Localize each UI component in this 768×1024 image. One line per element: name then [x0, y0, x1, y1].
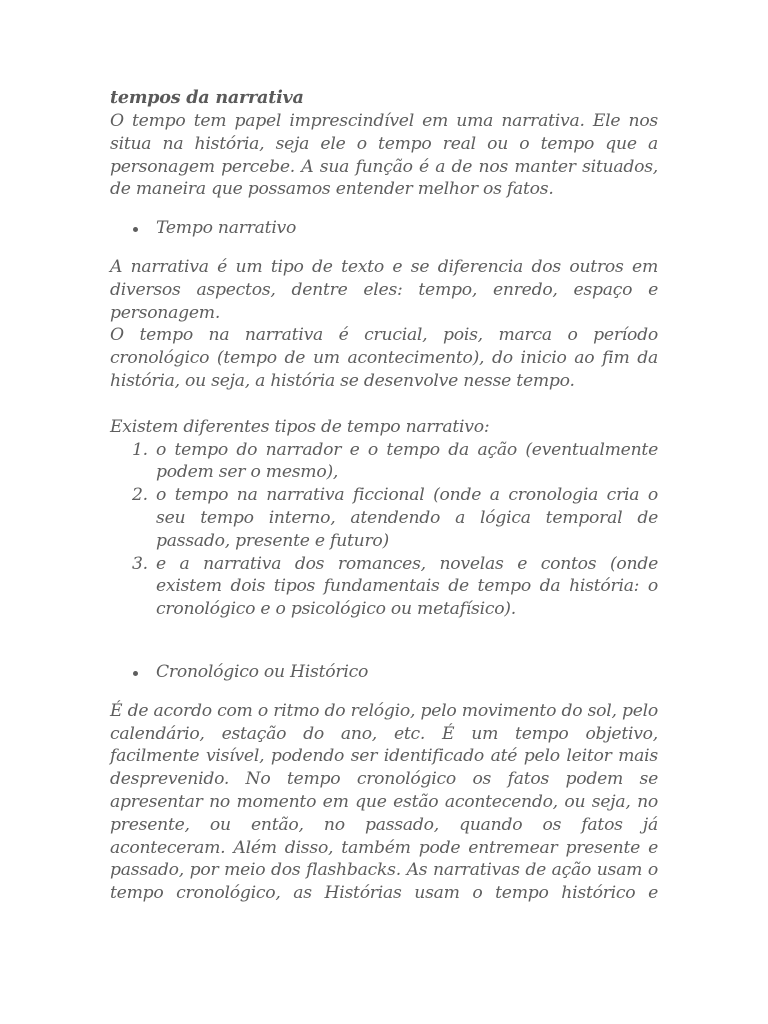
- paragraph-tipo-de-texto: A narrativa é um tipo de texto e se diferencia dos outros em diversos aspectos, dentre eles: tempo, enredo, espaço e personagem.: [110, 256, 658, 323]
- list-item-number: 2.: [132, 485, 148, 506]
- list-item: [110, 439, 658, 485]
- bullet-list-tempo-narrativo: [110, 217, 658, 240]
- list-item-number: 1.: [132, 439, 148, 460]
- list-item: [110, 553, 658, 621]
- list-item-text: o tempo do narrador e o tempo da ação (eventualmente podem ser o mesmo),: [156, 439, 658, 483]
- bullet-item-cronologico: Cronológico ou Histórico: [110, 661, 658, 684]
- document-page: [110, 86, 658, 905]
- document-title: tempos da narrativa: [110, 87, 304, 108]
- list-item-text: e a narrativa dos romances, novelas e contos (onde existem dois tipos fundamentais de tempo da história: o cronológico e o psicológico ou metafísico).: [156, 553, 658, 620]
- paragraph-cronologico: É de acordo com o ritmo do relógio, pelo movimento do sol, pelo calendário, estação do ano, etc. É um tempo objetivo, facilmente visível, podendo ser identificado até pelo leitor mais desprevenido. No tempo cronológico os fatos podem se apresentar no momento em que estão acontecendo, ou seja, no presente, ou então, no passado, quando os fatos já aconteceram. Além disso, também pode entremear presente e passado, por meio dos flashbacks. As narrativas de ação usam o tempo cronológico, as Histórias usam o tempo histórico e: [110, 700, 658, 904]
- intro-paragraph: O tempo tem papel imprescindível em uma narrativa. Ele nos situa na história, seja ele o tempo real ou o tempo que a personagem percebe. A sua função é a de nos manter situados, de maneira que possamos entender melhor os fatos.: [110, 111, 658, 200]
- tipos-tempo-list: [110, 439, 658, 621]
- list-intro: Existem diferentes tipos de tempo narrativo:: [110, 416, 490, 437]
- bullet-list-cronologico: [110, 661, 658, 684]
- paragraph-tempo-crucial: O tempo na narrativa é crucial, pois, marca o período cronológico (tempo de um acontecimento), do inicio ao fim da história, ou seja, a história se desenvolve nesse tempo.: [110, 325, 658, 391]
- list-item: [110, 484, 658, 552]
- list-item-number: 3.: [132, 553, 148, 574]
- bullet-item-tempo-narrativo: Tempo narrativo: [110, 217, 658, 240]
- list-item-text: o tempo na narrativa ficcional (onde a cronologia cria o seu tempo interno, atendendo a lógica temporal de passado, presente e futuro): [156, 485, 658, 551]
